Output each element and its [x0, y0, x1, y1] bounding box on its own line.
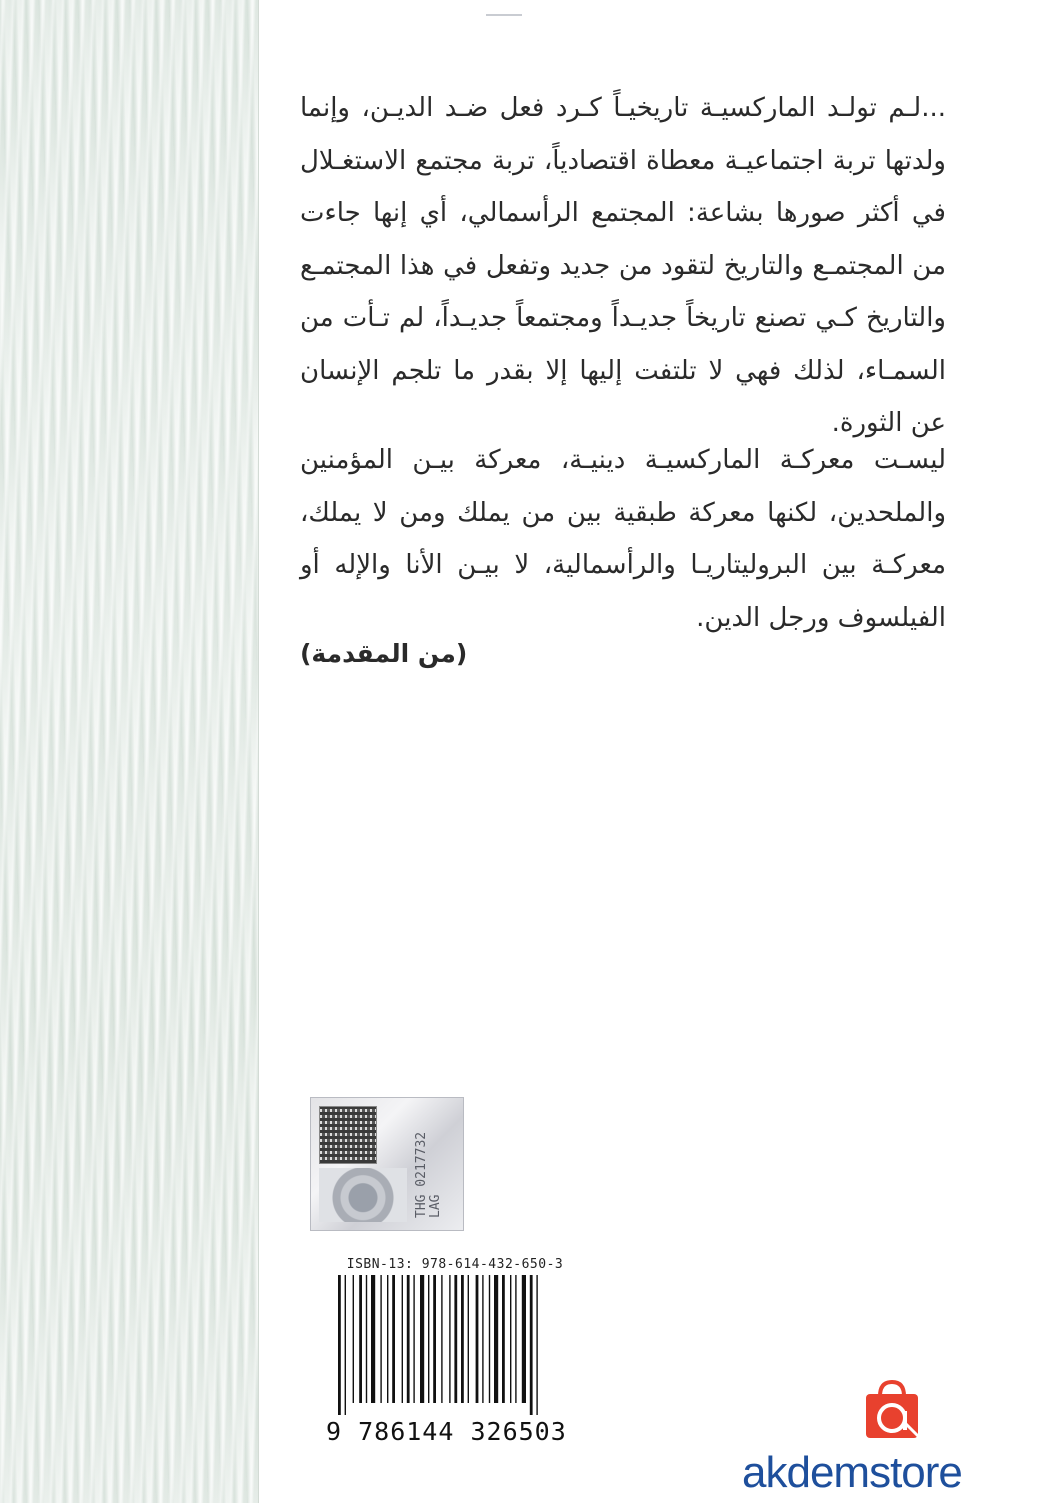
barcode-bar — [345, 1275, 346, 1415]
shopping-bag-icon — [862, 1378, 922, 1440]
barcode-bar — [371, 1275, 375, 1403]
sticker-code-line: LAG — [428, 1194, 443, 1218]
book-spine-texture — [0, 0, 259, 1503]
barcode-bar — [380, 1275, 381, 1403]
barcode-bar — [413, 1275, 414, 1403]
sticker-code-line: 0217732 — [414, 1131, 429, 1187]
barcode-bar — [454, 1275, 457, 1403]
barcode-bar — [494, 1275, 498, 1403]
barcode-bar — [502, 1275, 505, 1403]
isbn-number: ISBN-13: 978-614-432-650-3 — [346, 1257, 564, 1272]
barcode-bar — [510, 1275, 511, 1403]
barcode-digits: 9 786144 326503 — [326, 1417, 567, 1446]
barcode-bar — [407, 1275, 410, 1403]
barcode-bar — [461, 1275, 464, 1403]
quote-paragraph-2: ليسـت معركـة الماركسيـة دينيـة، معركة بيـن المؤمنين والملحدين، لكنها معركة طبقية بين من يملك ومن لا يملك، معركـة بين البروليتاريـا والرأسمالية، لا بيـن الأنا والإله أو الفيلسوف ورجل الدين. — [300, 445, 946, 633]
sticker-serial — [415, 1108, 455, 1218]
barcode-bar — [530, 1275, 533, 1415]
datamatrix-code — [319, 1106, 377, 1164]
quote-attribution: (من المقدمة) — [300, 639, 468, 668]
barcode-bar — [359, 1275, 362, 1403]
security-hologram-sticker — [310, 1097, 464, 1231]
barcode-bar — [468, 1275, 469, 1403]
store-brand-name: akdemstore — [742, 1448, 962, 1497]
isbn-barcode — [326, 1257, 584, 1447]
barcode-bar — [476, 1275, 479, 1403]
sticker-code-line: THG — [414, 1194, 429, 1218]
barcode-bar — [536, 1275, 537, 1415]
barcode-bar — [449, 1275, 450, 1403]
quote-paragraph-1: ...لـم تولـد الماركسيـة تاريخيـاً كـرد فعل ضـد الديـن، وإنما ولدتها تربة اجتماعيـة معطاة اقتصادياً، تربة مجتمع الاستغـلال في أكثر صورها بشاعة: المجتمع الرأسمالي، أي إنها جاءت من المجتمـع والتاريخ لتقود من جديد وتفعل في هذا المجتمـع والتاريخ كـي تصنع تاريخاً جديـداً ومجتمعاً جديـداً، لم تـأت من السمـاء، لذلك فهي لا تلتفت إليها إلا بقدر ما تلجم الإنسان عن الثورة. — [300, 93, 946, 438]
barcode-bar — [428, 1275, 429, 1403]
barcode-bar — [482, 1275, 483, 1403]
barcode-bar — [392, 1275, 395, 1403]
barcode-bar — [420, 1275, 424, 1403]
barcode-bar — [522, 1275, 526, 1403]
barcode-bar — [402, 1275, 403, 1403]
barcode-bar — [387, 1275, 388, 1403]
barcode-bar — [366, 1275, 367, 1403]
barcode-bars — [338, 1275, 578, 1415]
akdemstore-logo — [740, 1378, 1040, 1503]
barcode-bar — [338, 1275, 341, 1415]
barcode-bar — [353, 1275, 354, 1403]
barcode-bar — [489, 1275, 490, 1403]
hologram-seal — [319, 1168, 407, 1222]
barcode-bar — [433, 1275, 436, 1403]
barcode-bar — [441, 1275, 442, 1403]
barcode-bar — [515, 1275, 516, 1403]
top-edge-mark — [486, 14, 522, 16]
